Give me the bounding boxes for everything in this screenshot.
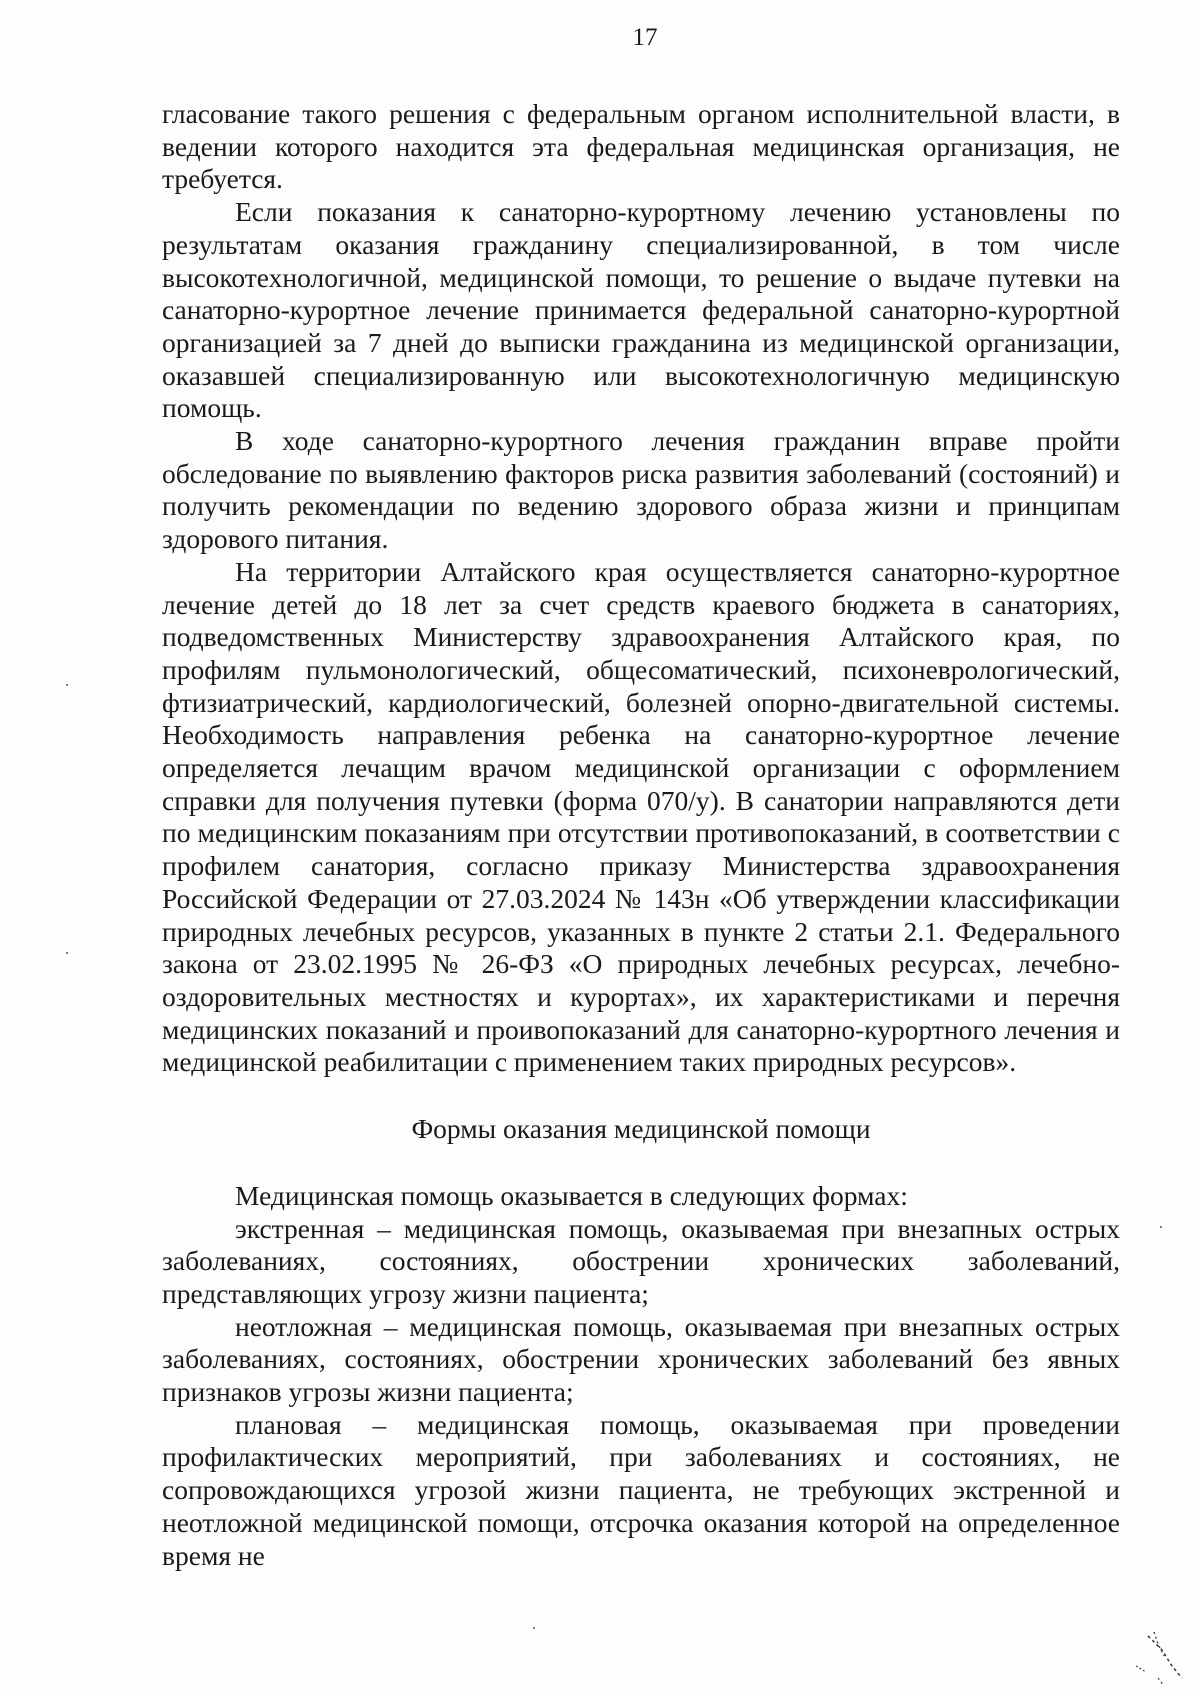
scan-speck xyxy=(1160,1226,1162,1228)
page-number: 17 xyxy=(632,24,658,51)
form-item-urgent: неотложная – медицинская помощь, оказываемая при внезапных острых заболеваниях, состояниях, обострении хронических заболеваний без явных признаков угрозы жизни пациента; xyxy=(162,1310,1120,1408)
scan-scratch-mark xyxy=(1128,1626,1188,1690)
form-item-emergency: экстренная – медицинская помощь, оказываемая при внезапных острых заболеваниях, состояниях, обострении хронических заболеваний, представляющих угрозу жизни пациента; xyxy=(162,1212,1120,1309)
scan-speck xyxy=(66,684,68,686)
scan-speck xyxy=(533,1627,535,1629)
paragraph-examination: В ходе санаторно-курортного лечения гражданин вправе пройти обследование по выявлению факторов риска развития заболеваний (состояний) и получить рекомендации по ведению здорового образа жизни и принципам здорового питания. xyxy=(162,425,1120,555)
paragraph-altai-children: На территории Алтайского края осуществляется санаторно-курортное лечение детей до 18 лет за счет средств краевого бюджета в санаториях, подведомственных Министерству здравоохранения Алтайского края, по профилям пульмонологический, общесоматический, психоневрологический, фтизиатрический, кардиологический, болезней опорно-двигательной системы. Необходимость направления ребенка на санаторно-курортное лечение определяется лечащим врачом медицинской организации с оформлением справки для получения путевки (форма 070/у). В санатории направляются дети по медицинским показаниям при отсутствии противопоказаний, в соответствии с профилем санатория, согласно приказу Министерства здравоохранения Российской Федерации от 27.03.2024 № 143н «Об утверждении классификации природных лечебных ресурсов, указанных в пункте 2 статьи 2.1. Федерального закона от 23.02.1995 № 26-ФЗ «О природных лечебных ресурсах, лечебно-оздоровительных местностях и курортах», их характеристиками и перечня медицинских показаний и проивопоказаний для санаторно-курортного лечения и медицинской реабилитации с применением таких природных ресурсов». xyxy=(162,555,1120,1078)
scan-speck xyxy=(66,952,68,954)
page-body xyxy=(162,98,1120,1572)
form-item-planned: плановая – медицинская помощь, оказываемая при проведении профилактических мероприятий, при заболеваниях и состояниях, не сопровождающихся угрозой жизни пациента, не требующих экстренной и неотложной медицинской помощи, отсрочка оказания которой на определенное время не xyxy=(162,1408,1120,1571)
paragraph-federal-decision: Если показания к санаторно-курортному лечению установлены по результатам оказания гражданину специализированной, в том числе высокотехнологичной, медицинской помощи, то решение о выдаче путевки на санаторно-курортное лечение принимается федеральной санаторно-курортной организацией за 7 дней до выписки гражданина из медицинской организации, оказавшей специализированную или высокотехнологичную медицинскую помощь. xyxy=(162,196,1120,424)
section-heading: Формы оказания медицинской помощи xyxy=(411,1113,871,1145)
forms-intro: Медицинская помощь оказывается в следующих формах: xyxy=(235,1179,908,1211)
paragraph-continuation: гласование такого решения с федеральным органом исполнительной власти, в ведении которого находится эта федеральная медицинская организация, не требуется. xyxy=(162,98,1120,195)
